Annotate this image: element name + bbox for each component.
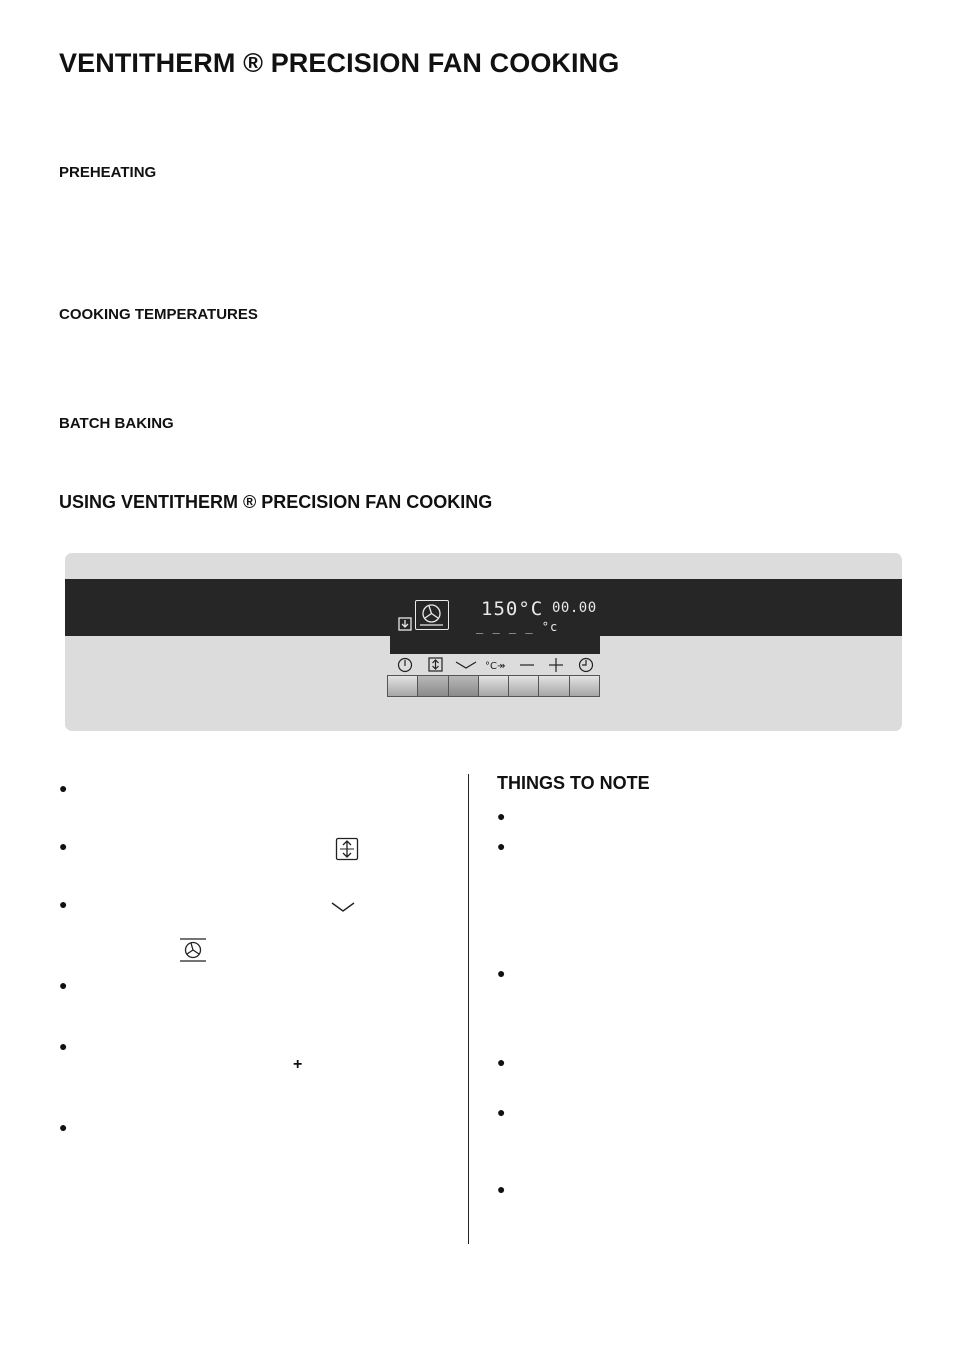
panel-buttons [387,675,600,697]
fast-heat-button[interactable] [479,676,509,696]
plus-button[interactable] [539,676,569,696]
clock-icon [580,659,593,672]
right-bullet-3: ● [497,965,506,981]
oven-fan-display-box [415,600,449,630]
svg-text:°C↠: °C↠ [485,661,506,672]
heading-preheating: PREHEATING [59,164,157,181]
heading-using-fan-cooking: USING VENTITHERM ® PRECISION FAN COOKING [59,492,493,512]
heading-cooking-temperatures: COOKING TEMPERATURES [59,306,258,323]
right-bullet-5: ● [497,1104,506,1120]
chevron-down-icon [330,900,356,914]
left-bullet-6: ● [59,1119,68,1135]
oven-function-icon [429,658,442,671]
power-icon [399,659,412,672]
selector-down-button[interactable] [449,676,479,696]
function-small-icon [398,617,412,631]
right-bullet-4: ● [497,1054,506,1070]
right-bullet-1: ● [497,808,506,824]
plus-symbol: + [293,1056,303,1073]
right-bullet-2: ● [497,838,506,854]
temperature-bar: _ _ _ _ °c [476,620,559,634]
page-title: VENTITHERM ® PRECISION FAN COOKING [59,48,620,78]
fast-heat-icon [485,661,505,672]
oven-function-icon [335,837,359,861]
heading-batch-baking: BATCH BAKING [59,415,174,432]
plus-icon [549,658,563,672]
function-button[interactable] [418,676,448,696]
on-off-button[interactable] [388,676,418,696]
minus-button[interactable] [509,676,539,696]
column-divider [468,774,469,1244]
chevron-down-icon [456,662,476,668]
display-strip-extension [390,636,600,654]
control-icons-row [390,656,600,674]
left-bullet-4: ● [59,977,68,993]
left-bullet-3: ● [59,896,68,912]
left-bullet-2: ● [59,838,68,854]
clock-readout: 00.00 [552,600,597,616]
heading-things-to-note: THINGS TO NOTE [497,773,650,793]
temperature-readout: 150°C [481,598,544,620]
left-bullet-5: ● [59,1038,68,1054]
fan-icon [416,601,447,628]
fan-icon [178,937,208,963]
left-bullet-1: ● [59,780,68,796]
right-bullet-6: ● [497,1181,506,1197]
clock-button[interactable] [570,676,599,696]
